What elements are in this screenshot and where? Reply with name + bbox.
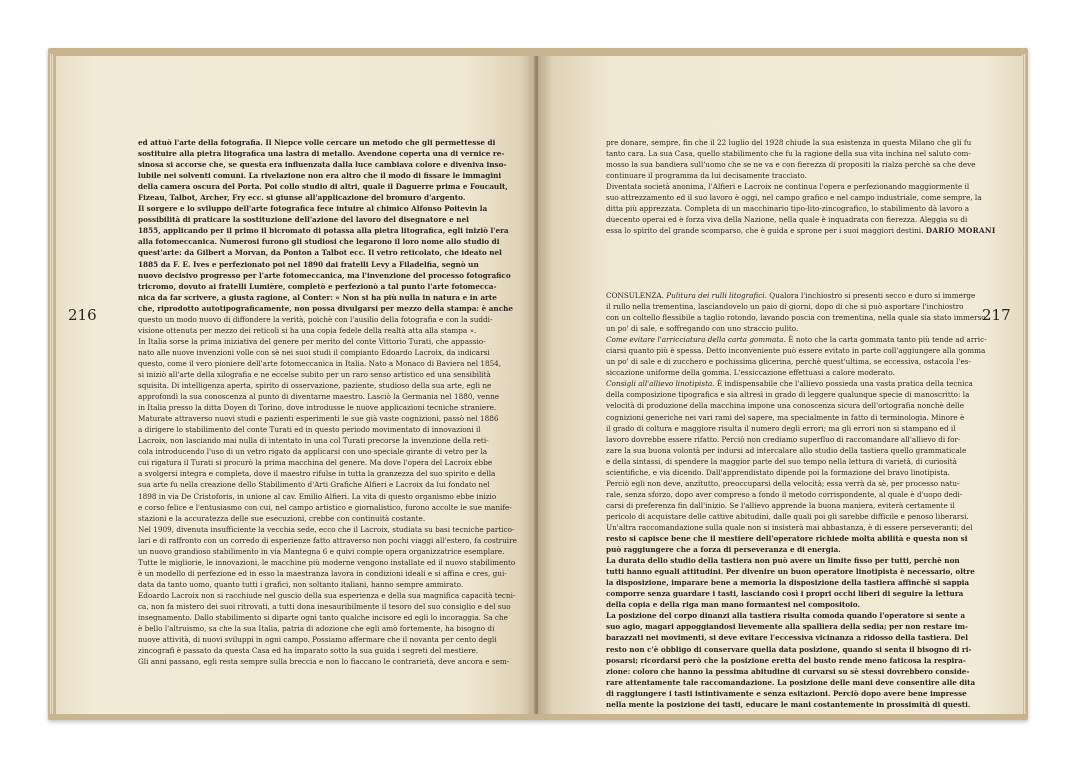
text-line [606,467,990,478]
text-line [138,281,510,292]
line-text: continuare il programma da lui decisamente tracciato. [606,171,807,181]
text-line [606,423,990,434]
text-line [138,656,510,667]
text-line [606,533,990,544]
text-line [606,610,990,621]
text-line [138,645,510,656]
text-line [138,479,510,490]
text-line [606,148,990,159]
line-text: di raggiungere i tasti istintivamente e senza esitazioni. Perciò dopo avere bene impresse [606,688,967,698]
line-text: sua arte fu nella creazione dello Stabilimento d'Arti Grafiche Alfieri e Lacroix da lui fondato nel [138,480,490,490]
line-text-continued: È indispensabile che l'allievo possieda una vasta pratica della tecnica [714,379,973,389]
text-line [606,522,990,533]
page-number-left: 216 [68,306,97,324]
text-line [606,588,990,599]
line-text: nuovo decisivo progresso per l'arte fotomeccanica, ma l'invenzione del processo fotografico [138,270,511,280]
section-heading: CONSULENZA. [606,291,667,300]
line-text: Nel 1909, divenuta insufficiente la vecchia sede, ecco che il Lacroix, studiata su basi tecniche partico- [138,524,515,534]
text-line [138,270,510,281]
line-text: Lacroix, non lasciando mai nulla di intentato in una col Turati precorse la invenzione della reti- [138,436,489,446]
text-line [138,468,510,479]
right-page-article-end [606,137,996,236]
left-page-body [138,137,517,667]
line-text: approfondì la sua conoscenza al punto di diventarne maestro. Lasciò la Germania nel 1880, venne [138,392,500,402]
text-line [606,170,990,181]
line-text: ciarsi quanto più è spessa. Detto inconveniente può essere evitato in parte coll'aggiungere alla gomma [606,346,986,356]
text-line [138,148,510,159]
right-page-edges [1022,54,1026,714]
text-line [138,623,510,634]
line-text: 1885 da F. E. Ives e perfezionato poi nel 1890 dai fratelli Levy a Filadelfia, segnò un [138,259,479,269]
line-text: Edoardo Lacroix non si racchiude nel guscio della sua esperienza e della sua magnifica capacità tecni- [138,590,516,600]
author-signature: DARIO MORANI [925,226,996,236]
text-line [138,446,510,457]
line-text: ca, non fa mistero dei suoi ritrovati, a tutti dona inesauribilmente il tesoro del suo consiglio e del suo [138,601,511,611]
line-text: il rullo nella trementina, lasciandovelo un paio di giorni, dopo di che si può asportare l'inchiostro [606,302,964,312]
text-line [606,434,990,445]
text-line [606,555,990,566]
line-text: Tutte le migliorie, le innovazioni, le macchine più moderne vengono installate ed il nuovo stabilimento [138,557,516,567]
text-line [606,225,996,236]
text-line [138,612,510,623]
text-line [606,677,990,688]
line-text: 1898 in via De Cristoforis, in unione al cav. Emilio Alfieri. La vita di questo organismo ebbe inizio [138,491,497,501]
text-line [606,632,990,643]
text-line [138,391,510,402]
text-line [606,445,990,456]
line-text: si iniziò all'arte della xilografia e ne eccelse subito per un raro senso artistico ed una sensibilità [138,369,491,379]
text-line [138,203,510,214]
line-text: della camera oscura del Porta. Poi collo studio di altri, quale il Daguerre prima e Foucault, [138,182,508,192]
text-line [138,424,510,435]
line-text: e corso felice e l'entusiasmo con cui, nel campo artistico e giornalistico, furono accolte le sue manife- [138,502,512,512]
line-text: può raggiungere che a forza di perseveranza e di energia. [606,545,841,555]
line-text: Perciò egli non deve, anzitutto, preoccuparsi della velocità; essa verrà da sè, per processo natu- [606,478,960,488]
line-text: Fizeau, Talbot, Archer, Fry ecc. si giunse all'applicazione del bromuro d'argento. [138,193,466,203]
text-line [138,181,510,192]
page-number-right: 217 [982,306,1011,324]
text-line [138,259,510,270]
line-text: nato alle nuove invenzioni volle con sè nei suoi studi il compianto Edoardo Lacroix, da indicarsi [138,347,490,357]
line-text: velocità di produzione della macchina impone una conoscenza sicura dell'ortografia nonchè delle [606,401,964,411]
text-line [138,601,510,612]
text-line [138,347,510,358]
right-page [538,56,1022,714]
line-text: pericolo di acquistare delle cattive abitudini, dalle quali poi gli sarebbe difficile e penoso liberarsi. [606,511,969,521]
text-line [138,491,510,502]
line-text: è bello l'altruismo, sa che la sua Italia, patria di adozione che egli amò fortemente, ha bisogno di [138,624,495,634]
line-text: che, riprodotto autotipograficamente, non possa divulgarsi per mezzo della stampa: è anche [138,303,513,313]
text-line [606,400,990,411]
line-text: Come evitare l'arricciatura della carta gommata. [606,335,786,345]
line-text: posarsi; ricordarsi però che la posizione eretta del busto rende meno faticosa la respira- [606,655,966,665]
line-text: nica da far scrivere, a giusta ragione, al Conter: « Non si ha più nulla in natura e in arte [138,292,497,302]
line-text: ditta più apprezzata. Completa di un macchinario tipo-lito-zincografico, lo stabilimento dà lavoro a [606,204,970,214]
text-line [606,301,990,312]
line-text: La durata dello studio della tastiera non può avere un limite fisso per tutti, perchè non [606,556,960,566]
text-line [606,566,990,577]
line-text: alla fotomeccanica. Numerosi furono gli studiosi che legarono il loro nome allo studio di [138,237,500,247]
text-line [606,666,990,677]
line-text: Un'altra raccomandazione sulla quale non si insisterà mai abbastanza, è di essere perseveranti; del [606,522,973,532]
left-page-edges [50,54,54,714]
text-line [606,290,990,301]
line-text: zione: coloro che hanno la pessima abitudine di curvarsi su sè stessi dovrebbero conside- [606,666,970,676]
line-text: tricromo, dovuto ai fratelli Lumière, completò e perfezionò a tal punto l'arte fotomecca- [138,281,497,291]
line-text: della composizione tipografica e sia altresì in grado di leggere qualunque specie di manoscritto: la [606,390,970,400]
text-line [606,644,990,655]
text-line [138,634,510,645]
line-text: stazioni e la accuratezza delle sue esecuzioni, crebbe con continuità costante. [138,513,426,523]
text-line [138,214,510,225]
line-text: lavoro dovrebbe essere rifatto. Perciò non crediamo superfluo di raccomandare all'allievo di for- [606,434,961,444]
line-text: rare attentamente tale raccomandazione. La posizione delle mani deve consentire alle dita [606,677,976,687]
text-line [138,402,510,413]
line-text: resto non c'è obbligo di conservare quella data posizione, quando si senta il bisogno di ri- [606,644,972,654]
text-line [606,489,990,500]
line-text: data da tanto uomo, quanto tutti i grafici, non soltanto italiani, hanno sempre ammirato. [138,579,464,589]
line-text: carsi di preferenza fin dall'inizio. Se l'allievo apprende la buona maniera, eviterà certamente il [606,500,955,510]
line-text: zincografi è passato da questa Casa ed ha imparato sotto la sua guida i segreti del mestiere. [138,646,479,656]
line-text: questo, come il vero pioniere dell'arte fotomeccanica in Italia. Nato a Monaco di Baviera nel 1854, [138,358,502,368]
text-line [138,557,516,568]
line-text: insegnamento. Dallo stabilimento si diparte ogni tanto qualche incisore ed egli lo incoraggia. Sa che [138,613,508,623]
line-text: rale, senza sforzo, dopo aver compreso a fondo il metodo corrispondente, al quale è d'uopo dedi- [606,489,963,499]
text-line [606,203,990,214]
line-text: la disposizione, imparare bene a memoria la disposizione della tastiera affinchè si sappia [606,578,970,588]
line-text: cui rigatura il Turati si procurò la prima macchina del genere. Ma dove l'opera del Lacroix ebbe [138,458,493,468]
right-page-consulenza [606,290,990,710]
text-line [138,192,510,203]
line-text: squisita. Di intelligenza aperta, spirito di osservazione, paziente, studioso della sua arte, egli ne [138,381,492,391]
line-text: è un modello di perfezione ed in esso la maestranza lavora in condizioni ideali e si affina e cres, gui- [138,568,507,578]
text-line [606,412,990,423]
text-line [606,511,990,522]
text-line [606,621,990,632]
line-text: Diventata società anonima, l'Alfieri e Lacroix ne continua l'opera e perfezionando maggiormente il [606,182,970,192]
line-text: cola introducendo l'uso di un vetro rigato da applicarsi con uno speciale girante di vetro per la [138,447,488,457]
text-line [606,478,990,489]
text-line [606,655,990,666]
line-text: mosso la sua bandiera sull'uomo che se ne va e con fierezza di propositi la rialza perchè sa che deve [606,160,976,170]
text-line [138,502,510,513]
line-text: visione ottenuta per mezzo dei reticoli si ha una copia fedele della realtà atta alla stampa ». [138,325,477,335]
text-line [138,435,510,446]
line-text: Maturate attraverso nuovi studi e pazienti esperimenti le sue già vaste cognizioni, passò nel 1886 [138,414,499,424]
line-text: barazzati nei movimenti, si deve evitare l'eccessiva vicinanza a ridosso della tastiera. Del [606,633,968,643]
text-line [606,137,990,148]
line-text: resto si capisce bene che il mestiere dell'operatore richiede molta abilità e questa non si [606,534,968,544]
line-text: a dirigere lo stabilimento del conte Turati ed in questo periodo movimentato di innovazioni il [138,425,481,435]
text-line [138,314,510,325]
line-text-continued: È noto che la carta gommata tanto più tende ad arric- [785,335,987,345]
text-line [138,369,510,380]
text-line [138,457,510,468]
line-text: un nuovo grandioso stabilimento in via Mantegna 6 e quivi compie opera organizzatrice esemplare. [138,546,505,556]
text-line [606,312,990,323]
text-line [606,544,990,555]
line-text: duecento operai ed è forza viva della Nazione, nella quale è inquadrata con fierezza. Aleggia su di [606,215,968,225]
line-text: e della sintassi, di spendere la maggior parte del suo tempo nella lettura di varietà, di curiosità [606,456,957,466]
text-line [138,380,510,391]
text-line [606,577,990,588]
line-text: tutti hanno eguali attitudini. Per divenire un buon operatore linotipista è necessario, oltre [606,567,975,577]
text-line [138,170,510,181]
text-line [138,535,517,546]
text-line [606,214,990,225]
text-line [606,192,990,203]
text-line [138,513,510,524]
text-line [606,345,990,356]
text-line [606,356,990,367]
line-text: essa lo spirito del grande scomparso, che è guida e sprone per i suoi maggiori destini. [606,226,924,236]
line-text: quest'arte: da Gilbert a Morvan, da Ponton a Talbot ecc. Il vetro reticolato, che ideato nel [138,248,502,258]
text-line [606,456,990,467]
line-text: sinosa si accorse che, se questa era influenzata dalla luce cambiava colore e diveniva inso- [138,160,507,170]
text-line [606,688,990,699]
text-line [138,524,515,535]
text-line [138,579,510,590]
line-text: della copia e della riga man mano formantesi nel compositoio. [606,600,861,610]
line-text: un po' di sale e di zucchero e pochissima glicerina, perchè quest'ultima, se eccessiva, ostacola l'es- [606,357,971,367]
line-text: nella mente la posizione dei tasti, educare le mani costantemente in prossimità di questi. [606,699,971,709]
line-text: comporre senza guardare i tasti, lasciando così i propri occhi liberi di seguire la lettura [606,589,964,599]
line-text: Il sorgere e lo sviluppo dell'arte fotografica fece intuire al chimico Alfonso Poitevin la [138,204,488,214]
text-line [138,336,510,347]
line-text: nuove attività, di nuovi sviluppi in ogni campo. Possiamo affermare che il novanta per cento degli [138,635,497,645]
text-line [138,546,510,557]
section-subheading: Pulitura dei rulli litografici. [666,291,767,300]
line-text: La posizione del corpo dinanzi alla tastiera risulta comoda quando l'operatore si sente a [606,611,966,621]
line-text: ed attuò l'arte della fotografia. Il Niepce volle cercare un metodo che gli permettesse di [138,138,496,147]
text-line [138,247,510,258]
text-line [138,358,510,369]
line-text: siccazione uniforme della gomma. L'essiccazione effettuasi a calore moderato. [606,368,895,378]
text-line [606,367,990,378]
line-text: pre donare, sempre, fin che il 22 luglio del 1928 chiude la sua esistenza in questa Milano che gli fu [606,138,972,147]
text-line [138,159,510,170]
line-text: In Italia sorse la prima iniziativa del genere per merito del conte Vittorio Turati, che appassio- [138,336,486,346]
line-text: con un coltello flessibile a taglio rotondo, lavando poscia con trementina, nella quale sia stato immerso [606,313,986,323]
line-text: lubile nei solventi comuni. La rivelazione non era altro che il modo di fissare le immagini [138,171,502,181]
text-line [606,699,990,710]
line-text: cognizioni generiche nei vari rami del sapere, ma specialmente in fatto di terminologia. Minore è [606,412,965,422]
text-line [606,323,990,334]
line-text: possibilità di praticare la sostituzione dell'azione del lavoro del disegnatore e nel [138,215,469,225]
text-line [606,378,990,389]
text-line [606,599,990,610]
text-line [138,137,510,148]
line-text: Qualora l'inchiostro si presenti secco e duro si immerge [769,291,976,300]
line-text: 1855, applicando per il primo il bicromato di potassa alla pietra litografica, egli iniziò l'era [138,226,509,236]
line-text: un po' di sale, e soffregando con uno straccio pulito. [606,324,799,334]
open-book [48,48,1028,720]
line-text: a svolgersi integra e completa, dove il maestro rifulse in tutta la granzezza del suo spirito e della [138,469,496,479]
line-text: il grado di coltura e maggiore risulta il numero degli errori; ma gli errori non si stampano ed il [606,423,956,433]
line-text: Consigli all'allievo linotipista. [606,379,715,389]
text-line [138,413,510,424]
text-line [606,500,990,511]
line-text: lari e di raffronto con un corredo di esperienze fatto attraverso non pochi viaggi all'estero, fa costruire [138,535,517,545]
line-text: Gli anni passano, egli resta sempre sulla breccia e non lo fiaccano le contrarietà, deve ancora e sem- [138,657,510,667]
text-line [138,568,510,579]
left-page [56,56,536,714]
line-text: sostituire alla pietra litografica una lastra di metallo. Avendone coperta una di vernice re- [138,149,505,159]
line-text: in Italia presso la ditta Doyen di Torino, dove introdusse le nuove applicazioni tecniche straniere. [138,403,497,413]
line-text: scientifiche, e via dicendo. Dall'apprendistato dipende poi la formazione del bravo linotipista. [606,467,950,477]
line-text: suo agio, magari appoggiandosi lievemente alla spalliera della sedia; per non restare im- [606,622,969,632]
text-line [138,590,516,601]
line-text: zare la sua buona volontà per indursi ad intercalare allo studio della tastiera quello grammaticale [606,445,967,455]
line-text: questo un modo nuovo di diffondere la verità, poichè con l'ausilio della fotografia e con la suddi- [138,314,493,324]
text-line [138,303,513,314]
text-line [138,292,510,303]
text-line [138,325,510,336]
line-text: tanto cara. La sua Casa, quello stabilimento che fu la ragione della sua vita inchina nel saluto com- [606,149,971,159]
text-line [606,159,990,170]
text-line [138,236,510,247]
text-line [606,181,990,192]
text-line [138,225,510,236]
text-line [606,334,990,345]
text-line [606,389,990,400]
line-text: suo attrezzamento ed il suo lavoro è oggi, nel campo grafico e nel campo industriale, come sempre, la [606,193,982,203]
